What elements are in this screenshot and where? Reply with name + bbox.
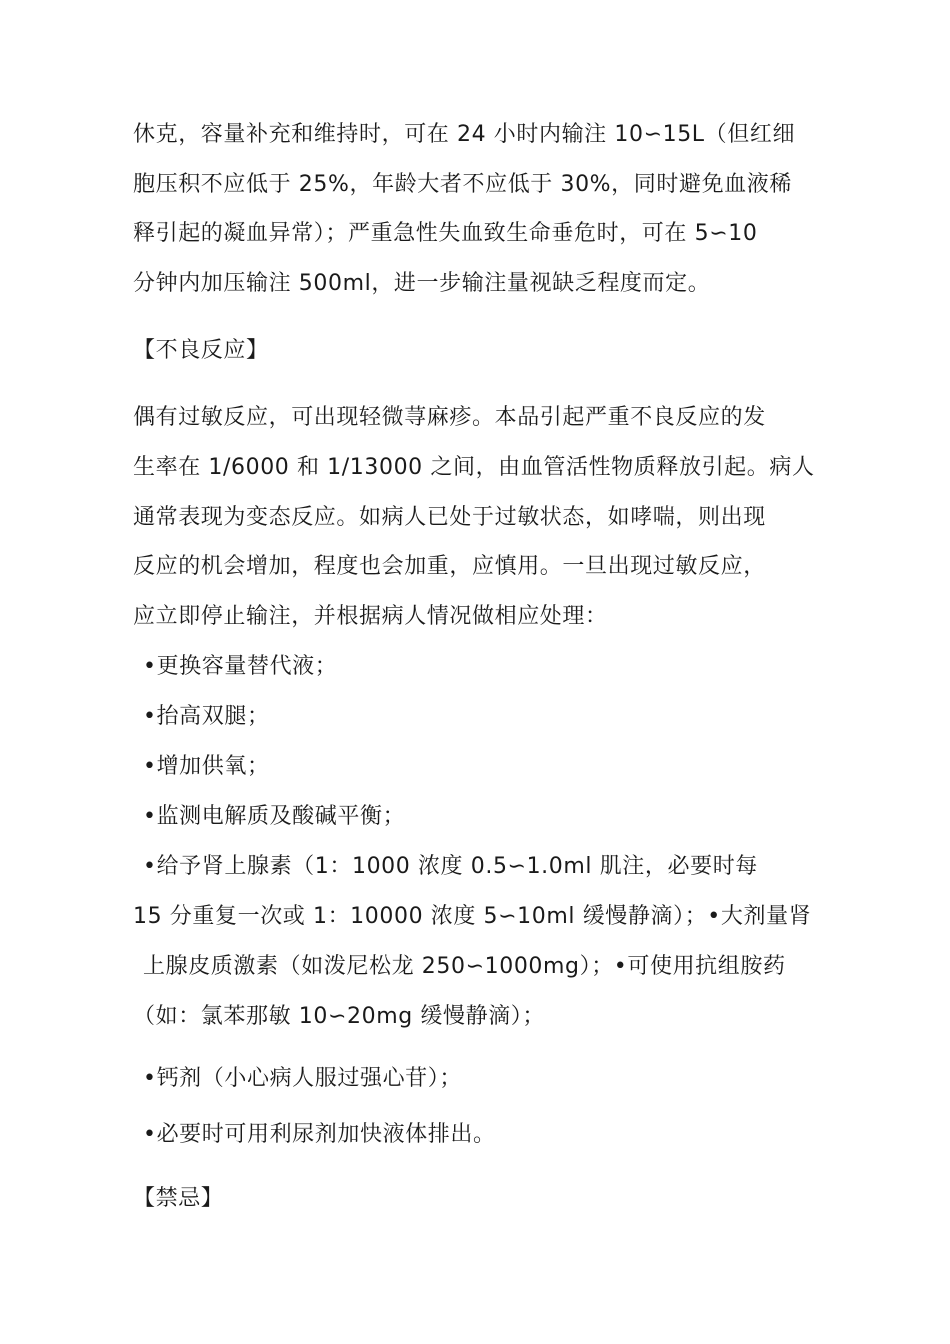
bullet-item-6: •钙剂（小心病人服过强心苷）； (143, 1066, 462, 1091)
adverse-line-1: 偶有过敏反应，可出现轻微荨麻疹。本品引起严重不良反应的发 (133, 405, 766, 430)
adverse-line-5: 应立即停止输注，并根据病人情况做相应处理： (133, 604, 608, 629)
bullet-item-4: •监测电解质及酸碱平衡； (143, 804, 406, 829)
bullet-item-3: •增加供氧； (143, 754, 270, 779)
adverse-line-2: 生率在 1/6000 和 1/13000 之间，由血管活性物质释放引起。病人 (133, 455, 815, 480)
bullet-item-1: •更换容量替代液； (143, 654, 338, 679)
adverse-line-4: 反应的机会增加，程度也会加重，应慎用。一旦出现过敏反应， (133, 554, 766, 579)
wrapped-line-2: 上腺皮质激素（如泼尼松龙 250∽1000mg）；•可使用抗组胺药 (143, 954, 786, 979)
intro-line-1: 休克，容量补充和维持时，可在 24 小时内输注 10∽15L（但红细 (133, 122, 796, 147)
intro-line-4: 分钟内加压输注 500ml，进一步输注量视缺乏程度而定。 (133, 271, 711, 296)
bullet-item-2: •抬高双腿； (143, 704, 270, 729)
bullet-item-5: •给予肾上腺素（1：1000 浓度 0.5∽1.0ml 肌注，必要时每 (143, 854, 758, 879)
intro-line-3: 释引起的凝血异常）；严重急性失血致生命垂危时，可在 5∽10 (133, 221, 758, 246)
intro-line-2: 胞压积不应低于 25%，年龄大者不应低于 30%，同时避免血液稀 (133, 172, 792, 197)
heading-adverse-reactions: 【不良反应】 (133, 338, 269, 363)
heading-contraindications: 【禁忌】 (133, 1186, 224, 1211)
bullet-item-7: •必要时可用利尿剂加快液体排出。 (143, 1122, 496, 1147)
wrapped-line-1: 15 分重复一次或 1：10000 浓度 5∽10ml 缓慢静滴）；•大剂量肾 (133, 904, 812, 929)
adverse-line-3: 通常表现为变态反应。如病人已处于过敏状态，如哮喘，则出现 (133, 505, 766, 530)
wrapped-line-3: （如：氯苯那敏 10∽20mg 缓慢静滴）； (133, 1004, 546, 1029)
